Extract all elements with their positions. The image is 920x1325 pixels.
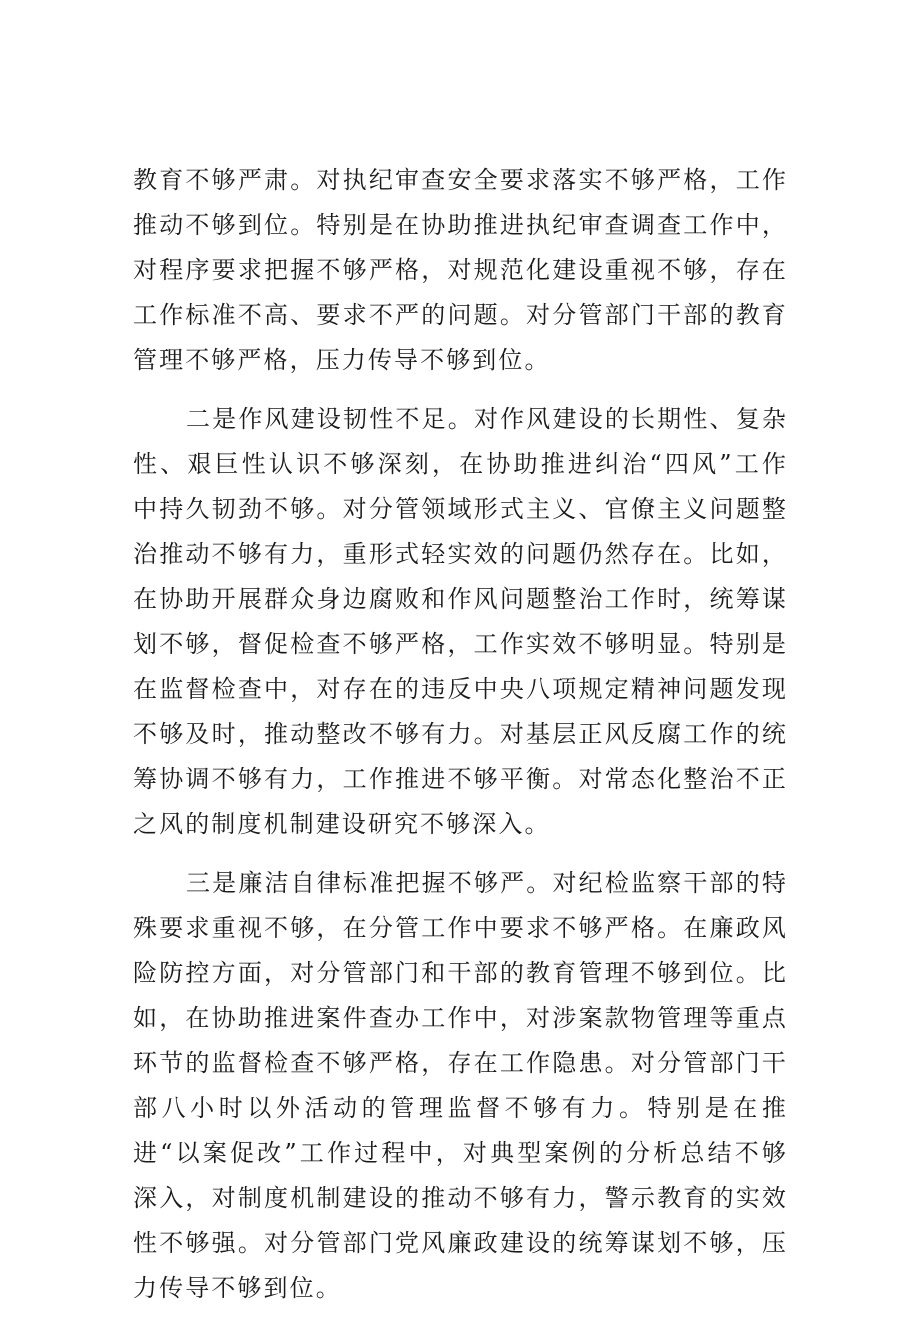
document-body: [133, 158, 788, 1325]
paragraph-continuation: 教育不够严肃。对执纪审查安全要求落实不够严格，工作推动不够到位。特别是在协助推进执纪审查调查工作中，对程序要求把握不够严格，对规范化建设重视不够，存在工作标准不高、要求不严的问题。对分管部门干部的教育管理不够严格，压力传导不够到位。: [133, 166, 788, 374]
paragraph-style-issue: 二是作风建设韧性不足。对作风建设的长期性、复杂性、艰巨性认识不够深刻，在协助推进纠治“四风”工作中持久韧劲不够。对分管领域形式主义、官僚主义问题整治推动不够有力，重形式轻实效的问题仍然存在。比如，在协助开展群众身边腐败和作风问题整治工作时，统筹谋划不够，督促检查不够严格，工作实效不够明显。特别是在监督检查中，对存在的违反中央八项规定精神问题发现不够及时，推动整改不够有力。对基层正风反腐工作的统筹协调不够有力，工作推进不够平衡。对常态化整治不正之风的制度机制建设研究不够深入。: [133, 405, 788, 838]
paragraph-integrity-issue: 三是廉洁自律标准把握不够严。对纪检监察干部的特殊要求重视不够，在分管工作中要求不够严格。在廉政风险防控方面，对分管部门和干部的教育管理不够到位。比如，在协助推进案件查办工作中，对涉案款物管理等重点环节的监督检查不够严格，存在工作隐患。对分管部门干部八小时以外活动的管理监督不够有力。特别是在推进“以案促改”工作过程中，对典型案例的分析总结不够深入，对制度机制建设的推动不够有力，警示教育的实效性不够强。对分管部门党风廉政建设的统筹谋划不够，压力传导不够到位。: [133, 869, 788, 1302]
